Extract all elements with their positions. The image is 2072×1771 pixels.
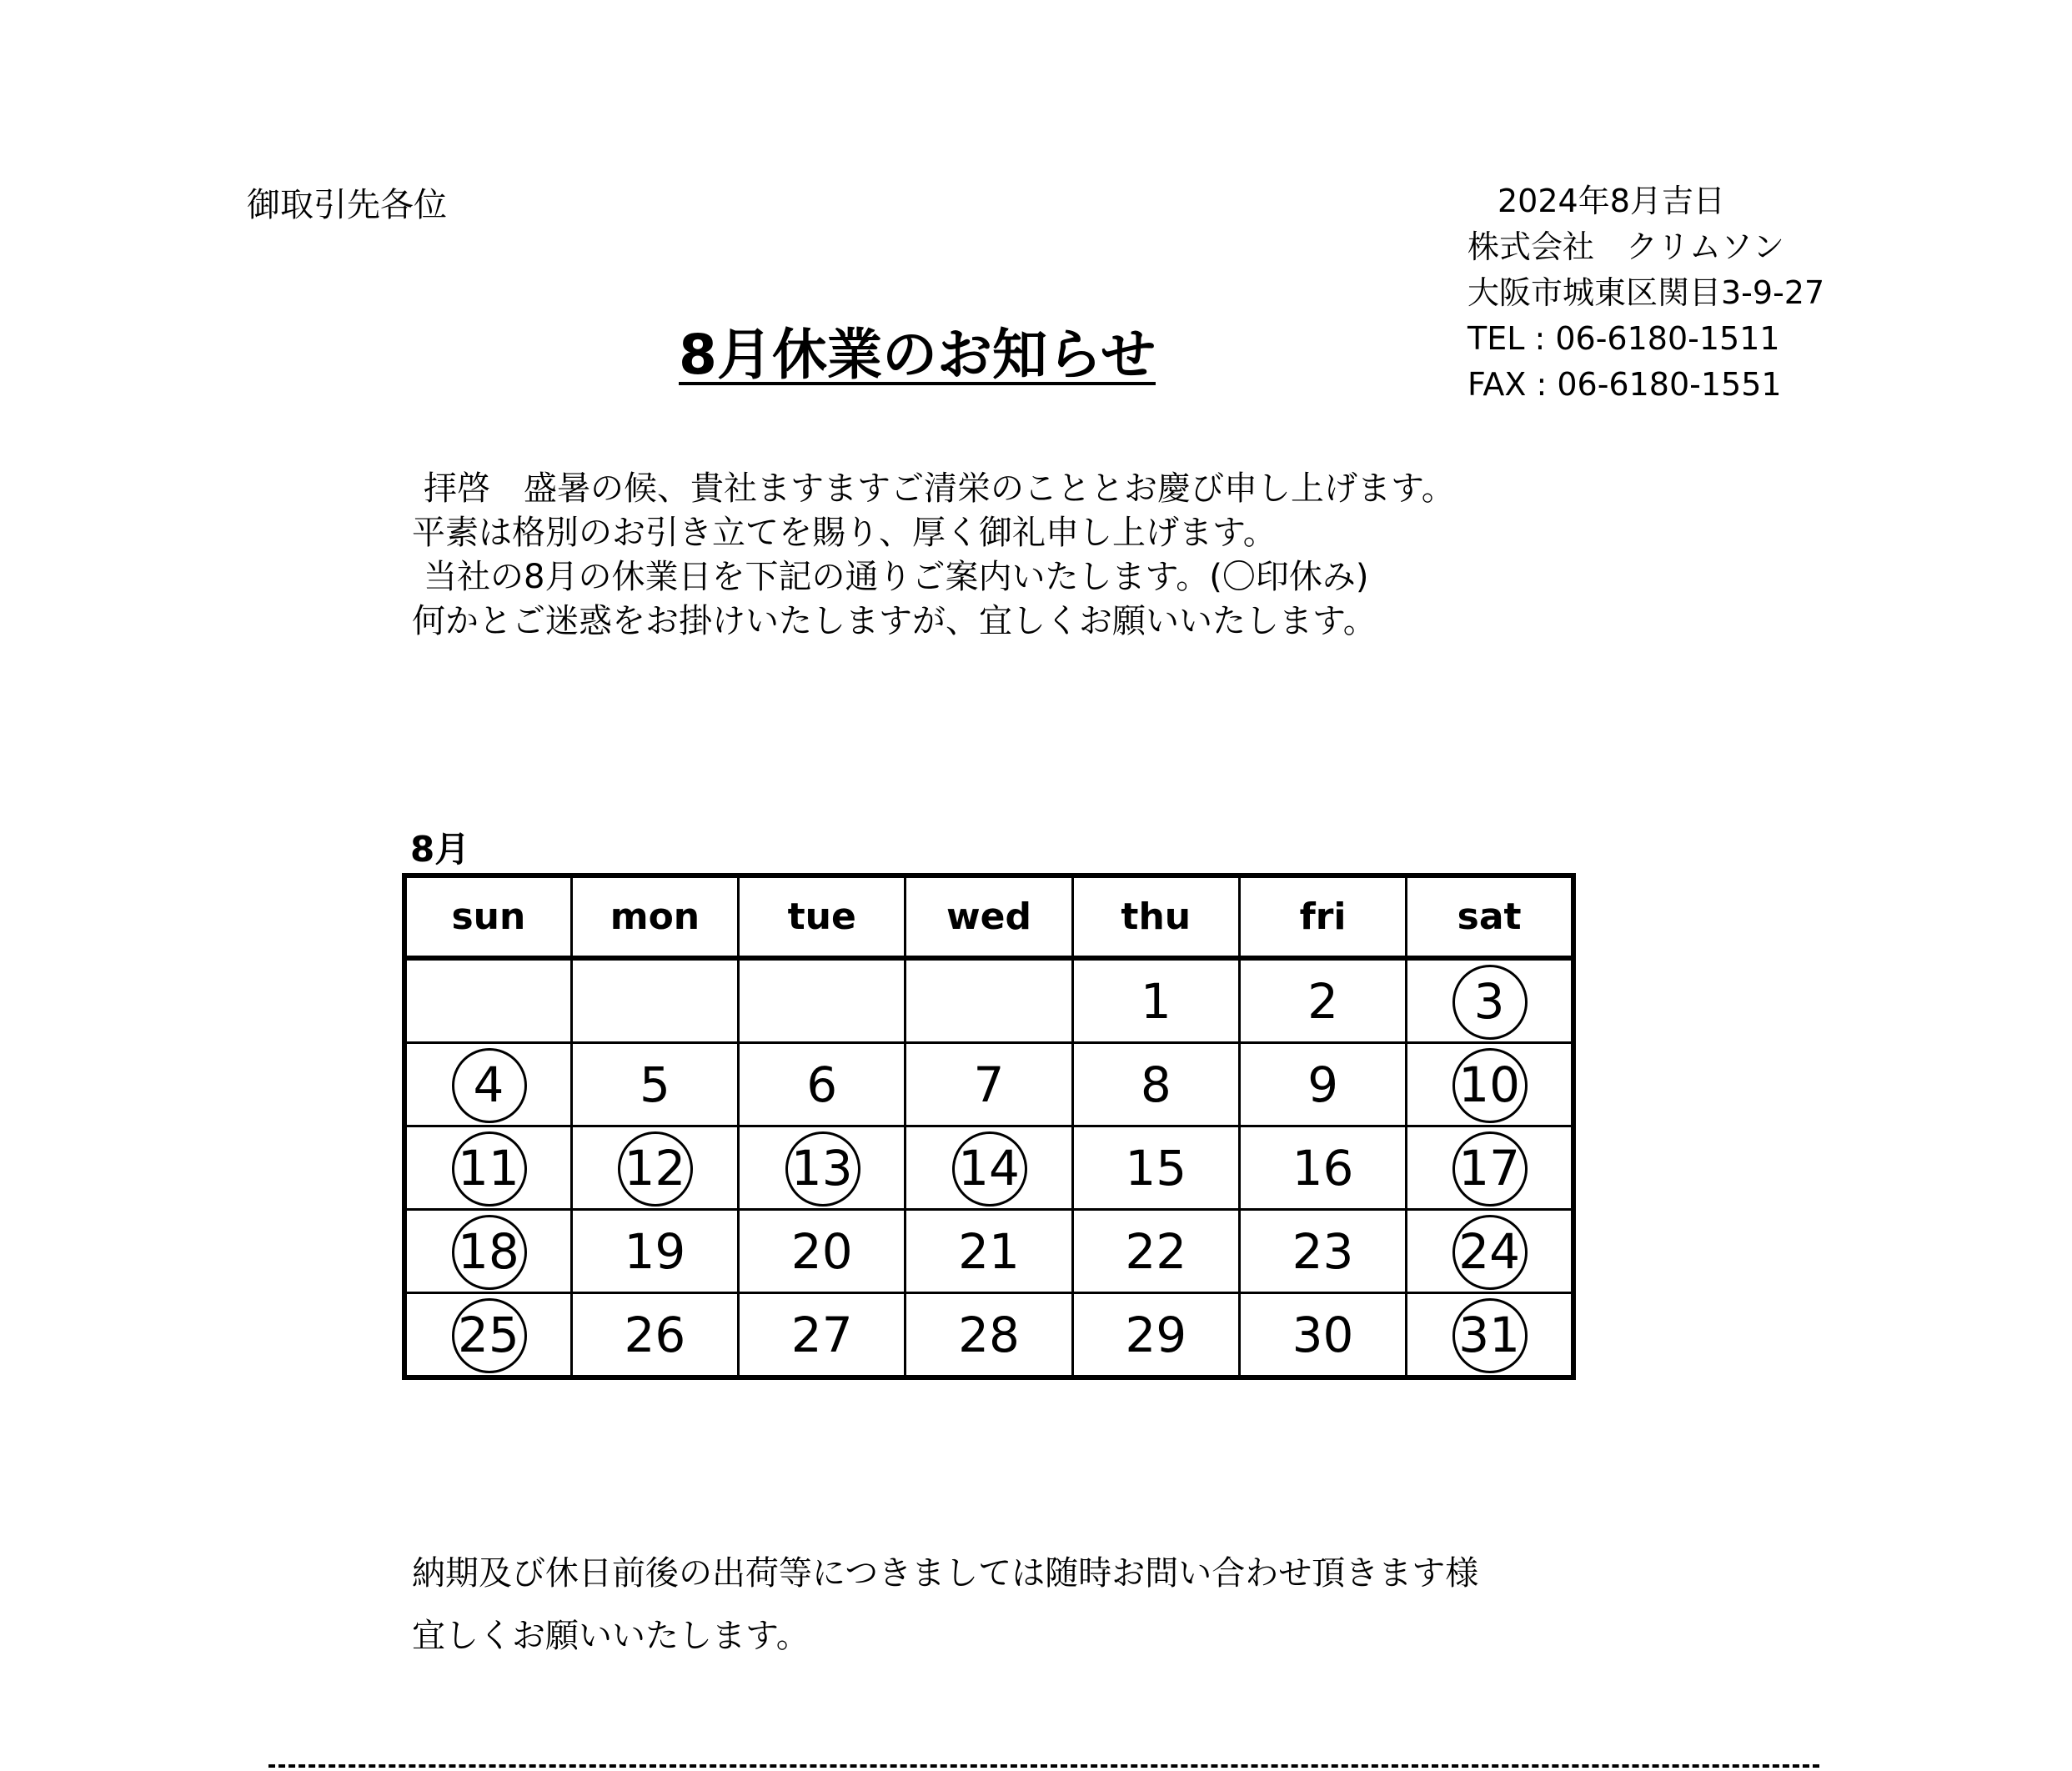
day-number: 7 bbox=[973, 1056, 1005, 1113]
weekday-header: sat bbox=[1407, 875, 1573, 958]
calendar-day-cell bbox=[906, 1293, 1072, 1378]
day-number: 27 bbox=[790, 1306, 853, 1363]
dashed-divider bbox=[268, 1764, 1819, 1768]
holiday-day-number: 12 bbox=[624, 1139, 686, 1197]
holiday-calendar bbox=[402, 873, 1576, 1380]
holiday-day-number: 14 bbox=[958, 1139, 1020, 1197]
calendar-day-cell bbox=[1072, 1210, 1239, 1293]
calendar-week-row bbox=[404, 1043, 1573, 1126]
greeting-text bbox=[412, 467, 1455, 644]
calendar-day-cell bbox=[906, 958, 1072, 1043]
calendar-day-cell bbox=[739, 958, 906, 1043]
day-number: 1 bbox=[1140, 972, 1171, 1030]
calendar-day-cell bbox=[1072, 958, 1239, 1043]
holiday-day-number: 13 bbox=[790, 1139, 853, 1197]
holiday-day-number: 4 bbox=[473, 1056, 504, 1113]
greeting-line: 平素は格別のお引き立てを賜り、厚く御礼申し上げます。 bbox=[412, 514, 1277, 552]
calendar-day-cell bbox=[404, 958, 571, 1043]
day-number: 15 bbox=[1125, 1139, 1187, 1197]
calendar-day-cell bbox=[1072, 1126, 1239, 1210]
day-number: 29 bbox=[1125, 1306, 1187, 1363]
calendar-day-cell bbox=[1407, 1293, 1573, 1378]
weekday-header: mon bbox=[571, 875, 738, 958]
calendar-body bbox=[404, 958, 1573, 1377]
holiday-day-number: 10 bbox=[1458, 1056, 1520, 1113]
day-number: 23 bbox=[1292, 1222, 1354, 1280]
calendar-day-cell bbox=[404, 1043, 571, 1126]
calendar-day-cell bbox=[1072, 1293, 1239, 1378]
calendar-week-row bbox=[404, 1210, 1573, 1293]
calendar-day-cell bbox=[1407, 958, 1573, 1043]
company-name: 株式会社 クリムソン bbox=[1467, 228, 1785, 265]
day-number: 22 bbox=[1125, 1222, 1187, 1280]
calendar-day-cell bbox=[906, 1210, 1072, 1293]
day-number: 2 bbox=[1307, 972, 1338, 1030]
calendar-day-cell bbox=[1239, 1293, 1406, 1378]
greeting-line: 拝啓 盛暑の候、貴社ますますご清栄のこととお慶び申し上げます。 bbox=[424, 469, 1455, 508]
calendar-day-cell bbox=[739, 1126, 906, 1210]
day-number: 21 bbox=[958, 1222, 1020, 1280]
footer-note bbox=[412, 1543, 1478, 1668]
day-number: 16 bbox=[1292, 1139, 1354, 1197]
weekday-header: wed bbox=[906, 875, 1072, 958]
weekday-header: sun bbox=[404, 875, 571, 958]
day-number: 9 bbox=[1307, 1056, 1338, 1113]
day-number: 20 bbox=[790, 1222, 853, 1280]
weekday-header: fri bbox=[1239, 875, 1406, 958]
issue-date: 2024年8月吉日 bbox=[1498, 183, 1725, 219]
calendar-day-cell bbox=[1239, 1210, 1406, 1293]
calendar-day-cell bbox=[571, 958, 738, 1043]
recipient: 御取引先各位 bbox=[247, 186, 447, 224]
calendar-day-cell bbox=[404, 1210, 571, 1293]
calendar-day-cell bbox=[1407, 1126, 1573, 1210]
calendar-day-cell bbox=[1239, 958, 1406, 1043]
calendar-day-cell bbox=[571, 1126, 738, 1210]
calendar-day-cell bbox=[1407, 1210, 1573, 1293]
day-number: 8 bbox=[1140, 1056, 1171, 1113]
day-number: 30 bbox=[1292, 1306, 1354, 1363]
calendar-week-row bbox=[404, 1293, 1573, 1378]
calendar-month-label: 8月 bbox=[410, 829, 470, 870]
calendar-day-cell bbox=[571, 1043, 738, 1126]
calendar-week-row bbox=[404, 1126, 1573, 1210]
sender-block bbox=[1467, 178, 1824, 408]
calendar-day-cell bbox=[906, 1043, 1072, 1126]
day-number: 6 bbox=[806, 1056, 838, 1113]
day-number: 26 bbox=[624, 1306, 686, 1363]
calendar-day-cell bbox=[1407, 1043, 1573, 1126]
footer-note-line: 宜しくお願いいたします。 bbox=[412, 1617, 810, 1655]
calendar-day-cell bbox=[1239, 1126, 1406, 1210]
greeting-line: 何かとご迷惑をお掛けいたしますが、宜しくお願いいたします。 bbox=[412, 602, 1377, 640]
calendar-day-cell bbox=[404, 1293, 571, 1378]
day-number: 5 bbox=[639, 1056, 670, 1113]
calendar-day-cell bbox=[571, 1210, 738, 1293]
holiday-day-number: 25 bbox=[457, 1306, 519, 1363]
weekday-header: thu bbox=[1072, 875, 1239, 958]
calendar-day-cell bbox=[404, 1126, 571, 1210]
company-address: 大阪市城東区関目3-9-27 bbox=[1467, 274, 1825, 311]
day-number: 19 bbox=[624, 1222, 686, 1280]
calendar-day-cell bbox=[571, 1293, 738, 1378]
footer-note-line: 納期及び休日前後の出荷等につきましては随時お問い合わせ頂きます様 bbox=[412, 1554, 1479, 1593]
company-tel: TEL : 06-6180-1511 bbox=[1467, 320, 1780, 357]
holiday-day-number: 11 bbox=[457, 1139, 519, 1197]
day-number: 28 bbox=[958, 1306, 1020, 1363]
calendar-day-cell bbox=[739, 1043, 906, 1126]
holiday-day-number: 17 bbox=[1458, 1139, 1520, 1197]
holiday-day-number: 24 bbox=[1458, 1222, 1520, 1280]
company-fax: FAX : 06-6180-1551 bbox=[1467, 366, 1782, 403]
weekday-header-row bbox=[404, 875, 1573, 958]
holiday-day-number: 18 bbox=[457, 1222, 519, 1280]
calendar-week-row bbox=[404, 958, 1573, 1043]
calendar-day-cell bbox=[739, 1293, 906, 1378]
holiday-day-number: 31 bbox=[1458, 1306, 1520, 1363]
calendar-day-cell bbox=[906, 1126, 1072, 1210]
page-title: 8月休業のお知らせ bbox=[679, 323, 1156, 387]
holiday-day-number: 3 bbox=[1473, 972, 1505, 1030]
calendar-day-cell bbox=[1239, 1043, 1406, 1126]
calendar-day-cell bbox=[1072, 1043, 1239, 1126]
weekday-header: tue bbox=[739, 875, 906, 958]
greeting-line: 当社の8月の休業日を下記の通りご案内いたします。(〇印休み) bbox=[424, 558, 1369, 596]
calendar-day-cell bbox=[739, 1210, 906, 1293]
